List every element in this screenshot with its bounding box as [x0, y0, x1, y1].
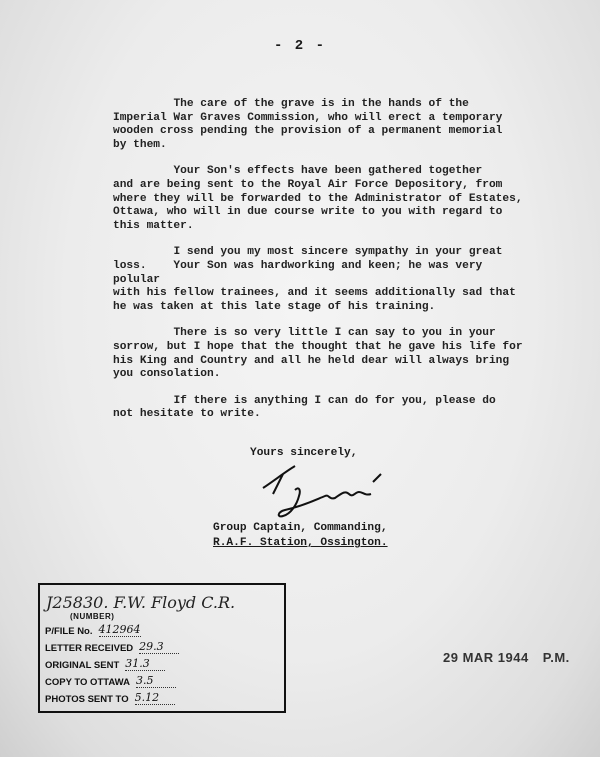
date-received-stamp — [443, 650, 570, 665]
closing-salutation: Yours sincerely, — [250, 447, 358, 459]
stamp-row-copy — [45, 674, 176, 688]
stamp-number-label: (NUMBER) — [70, 612, 115, 621]
paragraph-effects: Your Son's effects have been gathered together and are being sent to the Royal Air Force Depository, from where they will be forwarded to the Administrator of Estates, Ottawa, who will in due course write to you with regard to this matter. — [113, 165, 523, 232]
stamp-row-original — [45, 657, 165, 671]
date-stamp-date: 29 MAR 1944 — [443, 650, 529, 665]
page-number: - 2 - — [273, 38, 326, 54]
signatory-title: Group Captain, Commanding, — [213, 522, 388, 534]
stamp-row-label: ORIGINAL SENT — [45, 660, 120, 671]
stamp-row-value: 5.12 — [135, 691, 175, 705]
file-stamp — [38, 583, 286, 713]
paragraph-offer: If there is anything I can do for you, please do not hesitate to write. — [113, 394, 496, 421]
stamp-row-label: COPY TO OTTAWA — [45, 677, 130, 688]
letter-body — [113, 98, 533, 435]
stamp-row-received — [45, 640, 179, 654]
date-stamp-ampm: P.M. — [542, 650, 570, 665]
stamp-number-handwritten: J25830. F.W. Floyd C.R. — [46, 593, 236, 612]
stamp-row-value: 412964 — [98, 623, 141, 636]
stamp-row-file — [45, 623, 141, 637]
stamp-row-label: LETTER RECEIVED — [45, 643, 134, 654]
stamp-row-photos — [45, 691, 175, 705]
stamp-row-label: PHOTOS SENT TO — [45, 694, 129, 705]
paragraph-grave: The care of the grave is in the hands of the Imperial War Graves Commission, who will erect a temporary wooden cross pending the provision of a permanent memorial by them. — [113, 98, 503, 151]
signatory-station: R.A.F. Station, Ossington. — [213, 537, 388, 549]
stamp-row-label: P/FILE No. — [45, 626, 93, 637]
paragraph-consolation: There is so very little I can say to you in your sorrow, but I hope that the thought that he gave his life for his King and Country and all he held dear will always bring you consolation. — [113, 327, 523, 381]
handwritten-signature — [255, 460, 405, 522]
stamp-row-value: 3.5 — [136, 674, 176, 688]
stamp-row-value: 31.3 — [125, 657, 165, 671]
paragraph-sympathy: I send you my most sincere sympathy in your great loss. Your Son was hardworking and keen; he was very polular with his fellow trainees, and it seems additionally sad that he was taken at this late stage of his training. — [113, 246, 516, 313]
stamp-row-value: 29.3 — [139, 640, 179, 654]
